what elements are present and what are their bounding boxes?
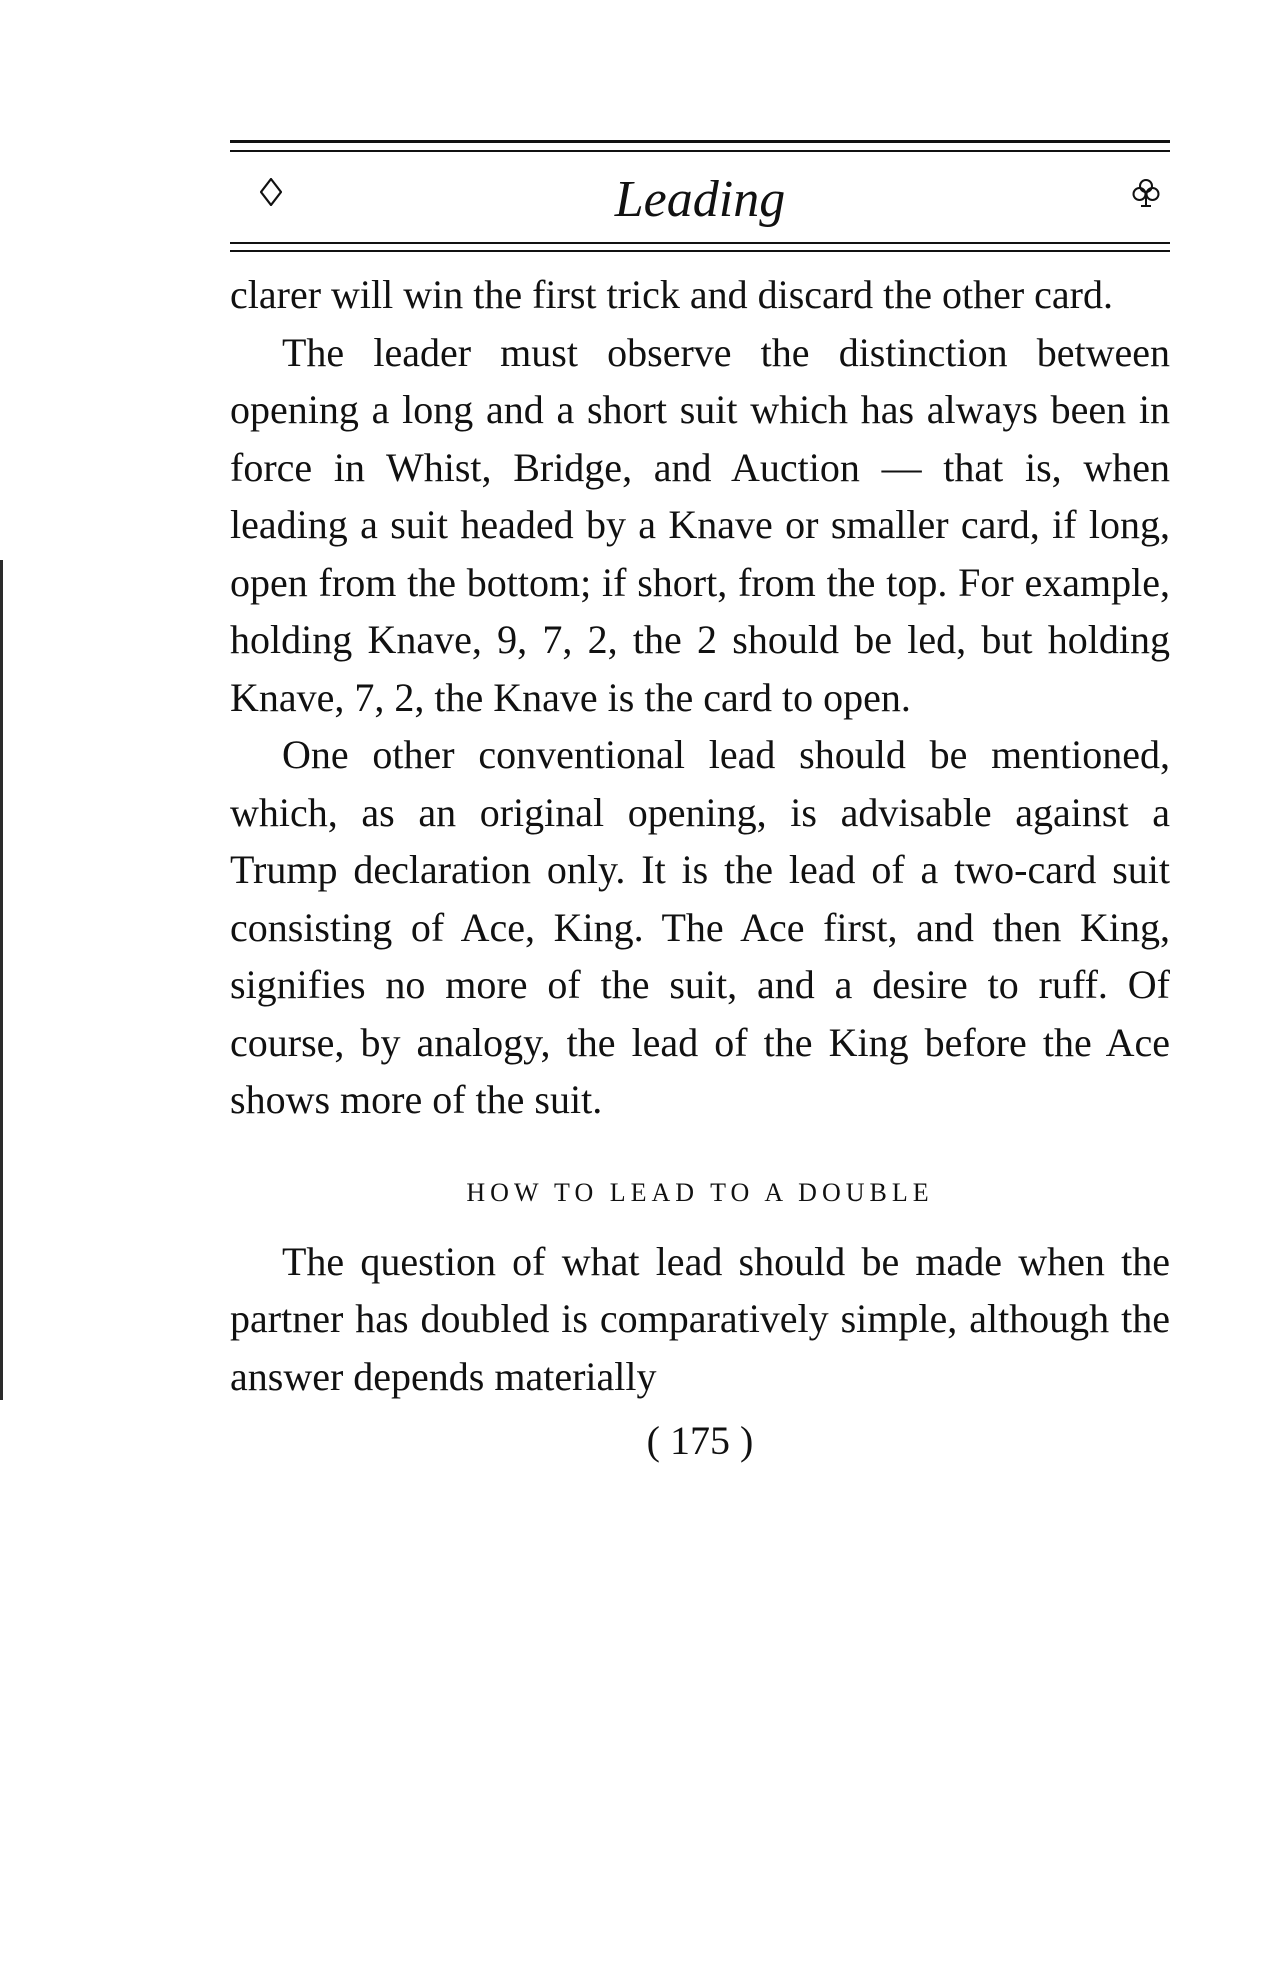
book-page	[230, 140, 1170, 1471]
paragraph-continued: clarer will win the first trick and discard the other card.	[230, 272, 1113, 317]
running-head-title: Leading	[614, 171, 786, 228]
paragraph: The question of what lead should be made when the partner has doubled is comparatively simple, although the answer depends materially	[230, 1238, 1170, 1399]
page-edge-line	[0, 560, 3, 1400]
section-heading: HOW TO LEAD TO A DOUBLE	[466, 1177, 934, 1207]
header-top-rule	[230, 140, 1170, 152]
paragraph: The leader must observe the distinction between opening a long and a short suit which has always been in force in Whist, Bridge, and Auction — that is, when leading a suit headed by a Knave or smaller card, if long, open from the bottom; if short, from the top. For example, holding Knave, 9, 7, 2, the 2 should be led, but holding Knave, 7, 2, the Knave is the card to open.	[230, 329, 1170, 720]
paragraph: One other conventional lead should be mentioned, which, as an original opening, is advisable against a Trump declaration only. It is the lead of a two-card suit consisting of Ace, King. The Ace first, and then King, signifies no more of the suit, and a desire to ruff. Of course, by analogy, the lead of the King before the Ace shows more of the suit.	[230, 732, 1170, 1122]
body-text	[230, 266, 1170, 1405]
page-number: ( 175 )	[646, 1418, 754, 1463]
running-head	[230, 152, 1170, 242]
club-suit-icon	[1132, 178, 1160, 208]
header-bottom-rule	[230, 242, 1170, 252]
